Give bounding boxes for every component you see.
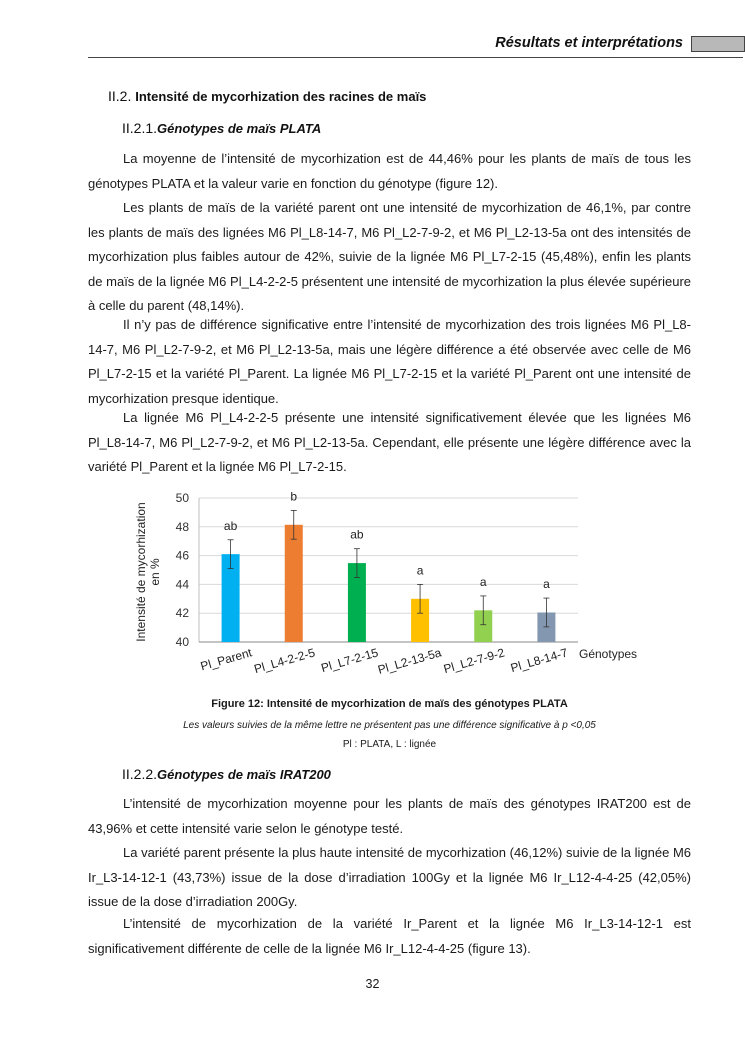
paragraph: L’intensité de mycorhization moyenne pour les plants de maïs des génotypes IRAT200 est de 43,96% et cette intensité varie selon le génotype testé. (88, 796, 691, 836)
y-axis-label-line2: en % (148, 558, 162, 586)
section-title: Intensité de mycorhization des racines de maïs (135, 89, 427, 104)
subsection-1-heading (122, 120, 321, 136)
significance-letter: b (290, 489, 298, 504)
y-tick-label: 42 (175, 606, 189, 621)
significance-letter: ab (223, 518, 238, 533)
x-axis-label: Génotypes (579, 647, 638, 661)
figure-caption: Figure 12: Intensité de mycorhization de maïs des génotypes PLATA (211, 698, 568, 710)
x-tick-label: Pl_L7-2-15 (319, 645, 380, 676)
y-axis-label-line1: Intensité de mycorhization (134, 502, 148, 642)
y-tick-label: 50 (175, 491, 189, 505)
y-tick-label: 40 (175, 635, 189, 649)
page-number: 32 (365, 977, 380, 991)
paragraph: Les plants de maïs de la variété parent ont une intensité de mycorhization de 46,1%, par contre les plants de maïs des lignées M6 Pl_L8-14-7, M6 Pl_L2-7-9-2, et M6 Pl_L2-13-5a ont des intensités de mycorhization plus faibles autour de 42%, suivie de la lignée M6 Pl_L7-2-15 (45,48%), enfin les plants de maïs de la lignée M6 Pl_L4-2-2-5 présentent une intensité de mycorhization la plus élevée supérieure à celle du parent (48,14%). (88, 200, 691, 314)
paragraph: La moyenne de l’intensité de mycorhization est de 44,46% pour les plants de maïs de tous les génotypes PLATA et la valeur varie en fonction du génotype (figure 12). (88, 151, 691, 191)
subsection-2-title: Génotypes de maïs IRAT200 (157, 767, 331, 782)
subsection-1-title: Génotypes de maïs PLATA (157, 121, 322, 136)
header-grey-tab (691, 36, 745, 52)
subsection-1-number: II.2.1. (122, 120, 158, 136)
x-tick-label: Pl_L4-2-2-5 (252, 645, 317, 677)
paragraph: Il n’y pas de différence significative entre l’intensité de mycorhization des trois lignées M6 Pl_L8-14-7, M6 Pl_L2-7-9-2, et M6 Pl_L2-13-5a, mais une légère différence a été observée avec celle de M6 Pl_L7-2-15 et la variété Pl_Parent. La lignée M6 Pl_L7-2-15 et la variété Pl_Parent ont une intensité de mycorhization presque identique. (88, 317, 691, 406)
x-tick-label: Pl_Parent (198, 645, 254, 674)
figure-legend: Pl : PLATA, L : lignée (342, 739, 437, 750)
figure-note: Les valeurs suivies de la même lettre ne présentent pas une différence significative à p <0,05 (183, 720, 596, 731)
y-tick-label: 46 (175, 548, 189, 563)
paragraph: La variété parent présente la plus haute intensité de mycorhization (46,12%) suivie de la lignée M6 Ir_L3-14-12-1 (43,73%) issue de la dose d’irradiation 100Gy et la lignée M6 Ir_L12-4-4-25 (42,05%) issue de la dose d’irradiation 200Gy. (88, 845, 692, 910)
running-header-title: Résultats et interprétations (495, 35, 683, 51)
y-tick-label: 44 (175, 577, 189, 592)
x-tick-label: Pl_L2-13-5a (376, 645, 443, 677)
significance-letter: a (479, 574, 487, 589)
bar-pl-l4-2-2-5 (285, 525, 303, 642)
significance-letter: a (416, 563, 424, 578)
y-tick-label: 48 (175, 519, 189, 534)
section-number: II.2. (108, 88, 132, 104)
x-tick-label: Pl_L8-14-7 (508, 645, 570, 676)
significance-letter: a (543, 577, 550, 592)
bar-chart (120, 482, 680, 692)
x-tick-label: Pl_L2-7-9-2 (441, 645, 507, 677)
section-heading (108, 88, 426, 104)
header-rule (88, 57, 743, 58)
significance-letter: ab (350, 527, 364, 542)
paragraph: L’intensité de mycorhization de la variété Ir_Parent et la lignée M6 Ir_L3-14-12-1 est significativement différente de celle de la lignée M6 Ir_L12-4-4-25 (figure 13). (88, 916, 691, 956)
subsection-2-number: II.2.2. (122, 766, 158, 782)
paragraph: La lignée M6 Pl_L4-2-2-5 présente une intensité significativement élevée que les lignées M6 Pl_L8-14-7, M6 Pl_L2-7-9-2, et M6 Pl_L2-13-5a. Cependant, elle présente une légère différence avec la variété Pl_Parent et la lignée M6 Pl_L7-2-15. (88, 410, 691, 475)
subsection-2-heading (122, 766, 331, 782)
